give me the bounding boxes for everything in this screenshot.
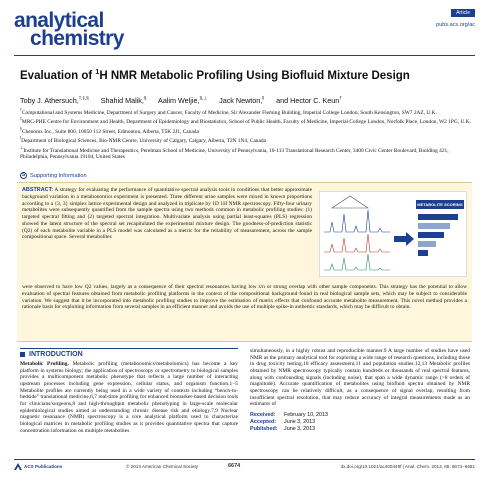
date-row: [250, 412, 470, 419]
title-part-2: H NMR Metabolic Profiling Using Biofluid Mixture Design: [99, 69, 410, 82]
footer-divider: [14, 459, 475, 460]
author-name: Shahid Malik,: [100, 96, 144, 106]
affiliation-item: [20, 116, 475, 125]
supporting-information-link[interactable]: [20, 172, 87, 179]
affiliation-text: Computational and Systems Medicine, Department of Surgery and Cancer, Faculty of Medicine, Sir Alexander Fleming Building, Imperial College London, South Kensington, SW7 2AZ, U.K.: [21, 109, 437, 116]
date-value: June 3, 2013: [284, 425, 316, 432]
date-label: Published:: [250, 425, 278, 432]
author-marks: ‖: [262, 96, 265, 101]
toc-score-bar: [418, 241, 436, 247]
affiliation-item: [20, 135, 475, 144]
journal-name-bottom: chemistry: [30, 27, 124, 50]
date-row: [250, 419, 470, 426]
abstract-box: [17, 182, 472, 342]
author-name: Toby J. Athersuch,: [20, 96, 79, 106]
author-list: [20, 94, 470, 105]
title-superscript: 1: [95, 69, 100, 76]
toc-arrow: [394, 232, 414, 246]
affiliation-text: Department of Biological Sciences, Bio-NMR Centre, University of Calgary, Calgary, Alberta, T2N 1N4, Canada: [21, 137, 266, 144]
introduction-text-left: [20, 361, 238, 434]
copyright-notice: © 2013 American Chemical Society: [126, 464, 199, 469]
author-item[interactable]: [219, 96, 264, 105]
toc-graphic: [319, 191, 467, 277]
toc-spectrum-trace: [324, 234, 390, 252]
affiliation-item: [20, 145, 475, 161]
author-name: and Hector C. Keun: [276, 96, 340, 106]
publisher-name: ACS Publications: [24, 464, 63, 469]
doi-link[interactable]: dx.doi.org/10.1021/ac400449f | Anal. Chem. 2013, 85, 6674−6681: [340, 464, 475, 469]
page-footer: [14, 463, 475, 473]
introduction-body-left: Metabolic profiling (metabonomics/metabolomics) has become a key platform in systems biology; the application of spectroscopy or spectrometry to biological samples provides a multicomponent metabolic phenotype that reflects a large number of interacting upstream processes including gene expression, cellular status, and organism function.1−5 Metabolite profiles are currently being used in a wide variety of contexts including “bench-to-bedside” translational medicine,6,7 real-time profiling for enhanced biomarker-based decision tools for clinicians/surgeons,8 and high-throughput metabolic phenotyping in large-scale molecular epidemiological studies aimed at understanding chronic disease risk and etiology.7,9 Nuclear magnetic resonance (NMR) spectroscopy is a core analytical platform used to characterize biological matrices in metabolic profiling studies as it provides quantitative spectra that capture concentration information on multiple metabolites: [20, 361, 239, 434]
abstract-lead: ABSTRACT:: [22, 187, 54, 193]
author-item[interactable]: [158, 96, 207, 105]
abstract-text-top: [22, 187, 312, 241]
toc-simplex-triangle: [332, 196, 368, 208]
toc-spectrum-trace: [324, 254, 390, 270]
supporting-info-icon: S: [21, 172, 26, 178]
journal-name-top: analytical: [14, 9, 104, 32]
toc-score-bar: [418, 232, 444, 238]
author-marks: §: [143, 96, 147, 101]
affiliation-text: MRC-PHE Centre for Environment and Health, Department of Epidemiology and Biostatistics, School of Public Health, Faculty of Medicine, Imperial College London, Norfolk Place, London, W2 1PG, U.K.: [21, 119, 471, 126]
date-value: February 10, 2013: [284, 411, 329, 418]
abstract-body-top: A strategy for evaluating the performance of quantitative spectral analysis tools in conditions that better approximate background variation in a metabonomics experiment is presented. Three different urine samples were mixed in known proportions according to a {3, 3} simplex lattice experimental design and analyzed in triplicate by 1D 1H NMR spectroscopy. Fifty-four urinary metabolites were subsequently quantified from the sample spectra using two methods common in metabolic profiling studies: (1) targeted spectral fitting and (2) targeted spectral integration. Multivariate analysis using partial least-squares (PLS) regression showed the latent structure of the spectral set recapitulated the experimental mixture design. The goodness-of-prediction statistic (Q2) of each metabolite variable in a PLS model was calculated as a metric for the reliability of measurement, across the sample compositional space. Several metabolites: [22, 187, 313, 241]
header-divider: [14, 55, 475, 56]
publisher-logo[interactable]: [14, 463, 62, 470]
toc-spectrum-trace: [324, 210, 390, 232]
supporting-info-label: Supporting Information: [30, 172, 87, 179]
body-column-right: [250, 348, 470, 432]
journal-logo: [14, 10, 164, 49]
acs-logo-icon: [14, 463, 22, 470]
author-name: Jack Newton,: [219, 96, 263, 106]
author-name: Aalim Weljie,: [158, 96, 200, 106]
affiliation-mark: ⊥: [20, 145, 24, 150]
toc-score-bar: [418, 223, 450, 229]
article-type-badge: Article: [451, 9, 475, 17]
affiliation-mark: §: [20, 126, 22, 131]
author-marks: §,⊥: [199, 96, 208, 101]
affiliation-item: [20, 126, 475, 135]
affiliation-mark: †: [20, 108, 22, 112]
introduction-heading-label: INTRODUCTION: [29, 351, 83, 358]
affiliation-text: Chenomx Inc., Suite 800, 10050 112 Street, Edmonton, Alberta, T5K 2J1, Canada: [21, 128, 199, 135]
abstract-text-bottom: were observed to have low Q2 values, largely as a consequence of their spectral resonances having low s/n or strong overlap with other sample components. This strategy has the potential to allow evaluation of spectral features obtained from metabolic profiling platforms in the context of the compositional background found in real biological sample sets, which may be subject to considerable variation. We suggest that it be incorporated into metabolic profiling studies to improve the estimation of matrix effects that confound accurate metabolite measurement. This novel method provides a rationale basis for exploiting information from several samples in an efficient manner and avoids the use of multiple spike-in authentic standards, which may be difficult to obtain.: [22, 284, 467, 311]
paragraph-lead: Metabolic Profiling.: [20, 361, 69, 367]
title-part-1: Evaluation of: [20, 69, 96, 82]
author-item[interactable]: [101, 96, 147, 105]
toc-label-text: METABOLITE SCORING: [417, 202, 463, 208]
toc-score-bar: [418, 250, 428, 256]
body-column-left: [20, 348, 238, 434]
introduction-text-right: simultaneously, in a highly robust and reproducible manner.9 A large number of studies have used NMR as the primary analytical tool for exploring a wide range of research questions, including those in drug toxicity testing,10 efficacy assessment,11 and population studies.12,13 Metabolic profiles obtained by NMR spectroscopy typically contain hundreds or thousands of real spectral features, along with confounding signals (including noise), that span a wide dynamic range (>8 orders of magnitude). Accurate quantification of metabolites using biofluid spectra obtained by NMR spectroscopy can be relatively difficult, as a consequence of signal overlap, resulting from insufficient spectral resolution, that may reduce accuracy of integral measurements made as an estimator of: [250, 348, 470, 408]
date-row: [250, 426, 470, 433]
toc-score-bar: [418, 214, 458, 220]
affiliation-list: [20, 107, 475, 161]
affiliation-mark: ‖: [20, 136, 22, 141]
author-marks: †: [339, 96, 342, 101]
author-item[interactable]: [276, 96, 342, 105]
affiliation-item: [20, 107, 475, 116]
toc-graphic-drawing: [320, 192, 466, 276]
date-label: Accepted:: [250, 418, 277, 425]
section-square-icon: [20, 352, 25, 357]
publication-dates: [250, 412, 470, 432]
affiliation-text: Institute for Translational Medicine and Therapeutics, Perelman School of Medicine, University of Pennsylvania, 10-113 Translational Research Center, 3400 Civic Center Boulevard, Building 421, Philadelphia, Pennsylvania 19104, United States: [20, 147, 449, 160]
journal-url-link[interactable]: pubs.acs.org/ac: [436, 22, 475, 28]
page-number: 6674: [228, 463, 241, 469]
affiliation-mark: ‡: [20, 117, 22, 122]
date-value: June 3, 2013: [284, 418, 316, 425]
author-item[interactable]: [20, 96, 89, 105]
introduction-heading: [20, 348, 238, 358]
date-label: Received:: [250, 411, 276, 418]
author-marks: †,‡,§: [78, 96, 89, 101]
article-title: [20, 66, 470, 83]
